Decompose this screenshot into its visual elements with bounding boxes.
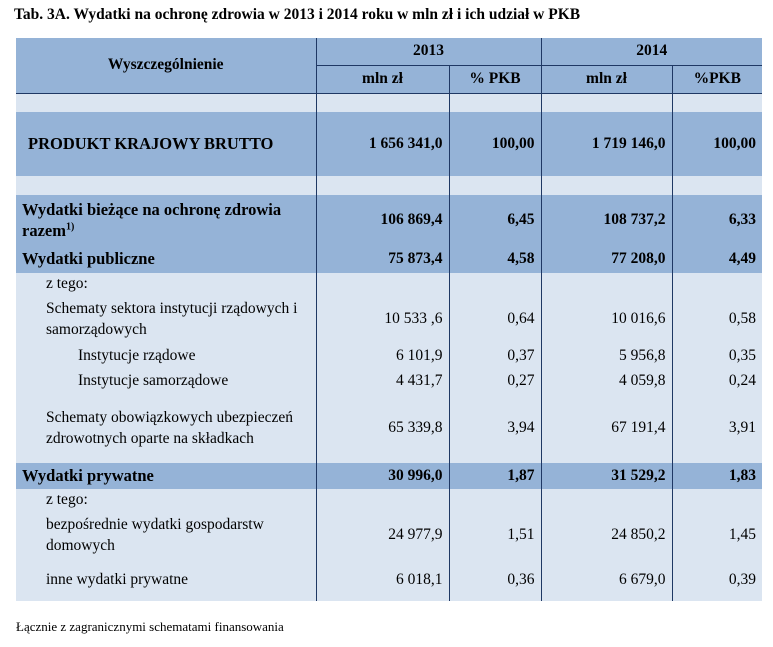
- row-label-insurance: [16, 393, 316, 463]
- cell-value: 0,24: [672, 368, 762, 393]
- header-col-pkb-2013: % PKB: [449, 65, 541, 93]
- spacer-row: [16, 93, 762, 112]
- row-label-public: Wydatki publiczne: [22, 249, 155, 268]
- cell-value: 6 679,0: [541, 559, 672, 601]
- cell-value: 0,58: [672, 295, 762, 343]
- cell-value: 6 101,9: [316, 343, 449, 368]
- row-label-pkb: PRODUKT KRAJOWY BRUTTO: [28, 134, 274, 153]
- table-row-gov: [16, 295, 762, 343]
- table-row-gov-central: [16, 343, 762, 368]
- row-label-of-which: z tego:: [46, 275, 88, 292]
- row-label-text: bezpośrednie wydatki gospodarstw domowych: [46, 516, 264, 554]
- cell-value: 1,83: [672, 463, 762, 489]
- cell-value: 1,45: [672, 511, 762, 559]
- cell-value: 6,45: [449, 195, 541, 245]
- table-row-pkb: [16, 112, 762, 176]
- header-col-pkb-2014: %PKB: [672, 65, 762, 93]
- row-label-private: Wydatki prywatne: [22, 466, 154, 485]
- cell-value: 100,00: [672, 112, 762, 176]
- cell-value: 65 339,8: [316, 393, 449, 463]
- table-row-of-which: [16, 273, 762, 295]
- cell-value: 0,37: [449, 343, 541, 368]
- cell-value: 4 059,8: [541, 368, 672, 393]
- row-label-text: Schematy sektora instytucji rządowych i samorządowych: [46, 300, 298, 338]
- row-label-text: Schematy obowiązkowych ubezpieczeń zdrowotnych oparte na składkach: [46, 409, 294, 447]
- cell-value: 6 018,1: [316, 559, 449, 601]
- header-row-label: Wyszczególnienie: [16, 38, 316, 93]
- table-row-insurance: [16, 393, 762, 463]
- table-row-household: [16, 511, 762, 559]
- table-title: Tab. 3A. Wydatki na ochronę zdrowia w 2013 i 2014 roku w mln zł i ich udział w PKB: [14, 6, 581, 23]
- cell-value: 10 533 ,6: [316, 295, 449, 343]
- cell-value: 6,33: [672, 195, 762, 245]
- cell-value: 0,36: [449, 559, 541, 601]
- table-row-other-private: [16, 559, 762, 601]
- cell-value: 67 191,4: [541, 393, 672, 463]
- table-row-of-which: [16, 489, 762, 511]
- footnote: Łącznie z zagranicznymi schematami finansowania: [16, 619, 284, 634]
- cell-value: 0,27: [449, 368, 541, 393]
- footnote-marker: 1): [65, 221, 75, 233]
- cell-value: 30 996,0: [316, 463, 449, 489]
- table-row-gov-local: [16, 368, 762, 393]
- cell-value: 75 873,4: [316, 245, 449, 273]
- table-row-public: [16, 245, 762, 273]
- cell-value: 4,58: [449, 245, 541, 273]
- cell-value: 5 956,8: [541, 343, 672, 368]
- cell-value: 24 977,9: [316, 511, 449, 559]
- header-col-mln-2013: mln zł: [316, 65, 449, 93]
- row-label-of-which: z tego:: [46, 491, 88, 508]
- header-year-2014: 2014: [541, 38, 762, 65]
- cell-value: 0,39: [672, 559, 762, 601]
- cell-value: 24 850,2: [541, 511, 672, 559]
- cell-value: 4,49: [672, 245, 762, 273]
- cell-value: 0,35: [672, 343, 762, 368]
- cell-value: 3,91: [672, 393, 762, 463]
- cell-value: 1 656 341,0: [316, 112, 449, 176]
- row-label-gov: [16, 295, 316, 343]
- cell-value: 31 529,2: [541, 463, 672, 489]
- header-col-mln-2014: mln zł: [541, 65, 672, 93]
- cell-value: 1,87: [449, 463, 541, 489]
- cell-value: 4 431,7: [316, 368, 449, 393]
- cell-value: 108 737,2: [541, 195, 672, 245]
- row-label-gov-local: Instytucje samorządowe: [78, 371, 229, 389]
- cell-value: 1 719 146,0: [541, 112, 672, 176]
- row-label-current: [16, 195, 316, 245]
- table-row-private: [16, 463, 762, 489]
- cell-value: 100,00: [449, 112, 541, 176]
- row-label-gov-central: Instytucje rządowe: [78, 346, 196, 364]
- cell-value: 10 016,6: [541, 295, 672, 343]
- header-row-years: [16, 38, 762, 65]
- cell-value: 3,94: [449, 393, 541, 463]
- cell-value: 77 208,0: [541, 245, 672, 273]
- health-expenditure-table: [16, 38, 762, 601]
- spacer-row: [16, 176, 762, 195]
- cell-value: 106 869,4: [316, 195, 449, 245]
- table-row-current: [16, 195, 762, 245]
- cell-value: 1,51: [449, 511, 541, 559]
- row-label-household: [16, 511, 316, 559]
- row-label-other-private: inne wydatki prywatne: [46, 571, 189, 588]
- row-label-text: Wydatki bieżące na ochronę zdrowia razem: [22, 200, 282, 240]
- cell-value: 0,64: [449, 295, 541, 343]
- header-year-2013: 2013: [316, 38, 541, 65]
